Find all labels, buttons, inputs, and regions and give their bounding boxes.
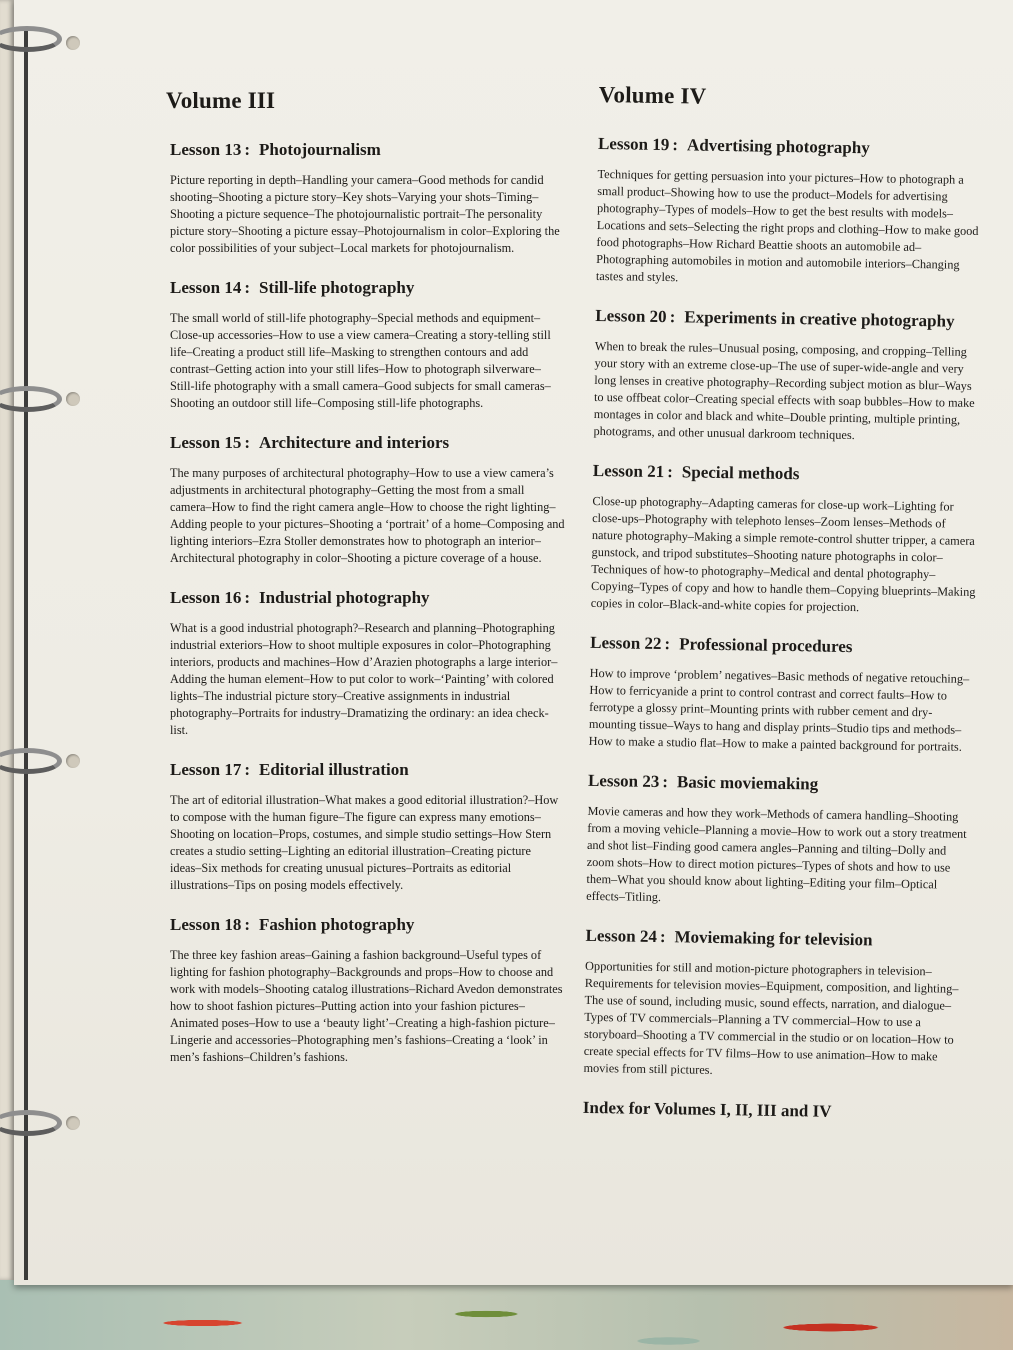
lesson-description: The three key fashion areas–Gaining a fashion background–Useful types of lighting for fashion photography–Backgrounds and props–How to choose and work with models–Shooting catalog illustrations–Richard Avedon demonstrates how to shoot fashion pictures–Putting action into your fashion pictures–Animated poses–How to use a ‘beauty light’–Creating a high-fashion picture–Lingerie and accessories–Photographing men’s fashions–Creating a ‘look’ in men’s fashions–Children’s fashions. <box>170 948 563 1064</box>
volume-title: Volume III <box>166 88 276 113</box>
lesson-description: Picture reporting in depth–Handling your camera–Good methods for candid shooting–Shooting a picture story–Key shots–Varying your shots–Timing–Shooting a picture sequence–The photojournalistic portrait–The personality picture story–Shooting a picture essay–Photojournalism in color–Exploring the color possibilities of your subject–Local markets for photojournalism. <box>170 173 560 255</box>
book-page <box>14 0 1013 1285</box>
punch-hole <box>66 1116 80 1130</box>
binder-spine-line <box>24 30 28 1280</box>
lesson-description: Techniques for getting persuasion into your pictures–How to photograph a small product–Showing how to use the product–Models for advertising photography–Types of models–How to get the best results with models–Locations and sets–Selecting the right props and clothing–How to make good food photographs–How Richard Beattie shoots an automobile ad–Photographing automobiles in motion and automobile interiors–Changing tastes and styles. <box>595 166 979 285</box>
lesson-description: When to break the rules–Unusual posing, composing, and cropping–Telling your story with an extreme close-up–The use of super-wide-angle and very long lenses in creative photography–Recording subject motion as blur–Ways to use offbeat color–Creating special effects with soap bubbles–How to make montages in color and black and white–Double printing, multiple printing, photograms, and other unusual darkroom techniques. <box>593 338 975 443</box>
lesson-heading: Lesson 23 : Basic moviemaking <box>587 770 819 794</box>
lesson-title: Advertising photography <box>686 135 870 158</box>
lesson-15 <box>170 433 565 567</box>
lesson-heading: Lesson 16 : Industrial photography <box>170 588 430 607</box>
lesson-number: Lesson 18 <box>170 915 242 934</box>
lesson-description: The many purposes of architectural photography–How to use a view camera’s adjustments in architectural photography–Getting the most from a small camera–How to find the right camera angle–How to choose the right lighting–Adding people to your pictures–Shooting a ‘portrait’ of a home–Composing and lighting interiors–Ezra Stoller demonstrates how to photograph an interior–Architectural photography in color–Shooting a picture coverage of a house. <box>170 466 565 565</box>
lesson-24 <box>583 926 970 1083</box>
lesson-description: What is a good industrial photograph?–Research and planning–Photographing industrial exteriors–How to shoot multiple exposures in color–Photographing interiors, products and machines–How d’Arazien photographs a large interior–Adding the human element–How to put color to work–‘Painting’ with colored lights–The industrial picture story–Creative assignments in industrial photography–Portraits for industry–Dramatizing the ordinary: an idea check-list. <box>170 621 558 737</box>
lesson-16 <box>170 588 565 739</box>
lesson-number: Lesson 23 <box>587 770 660 792</box>
lesson-13 <box>170 140 565 257</box>
lesson-description: The small world of still-life photography–Special methods and equipment–Close-up accessories–How to use a view camera–Creating a story-telling still life–Creating a product still life–Masking to strengthen contours and add contrast–Getting action into your still lifes–How to photograph silverware–Still-life photography with a small camera–Good subjects for small cameras–Shooting an outdoor still life–Composing still-life photographs. <box>170 311 551 410</box>
lesson-heading: Lesson 24 : Moviemaking for television <box>585 925 873 950</box>
lesson-heading: Lesson 14 : Still-life photography <box>170 278 415 297</box>
lesson-21 <box>591 461 978 618</box>
lesson-description: How to improve ‘problem’ negatives–Basic methods of negative retouching–How to ferricyanide a print to control contrast and correct faults–How to ferrotype a glossy print–Mounting prints with rubber cement and dry-mounting tissue–Ways to hang and display prints–Studio tips and methods–How to make a studio flat–How to make a painted background for portraits. <box>588 665 970 754</box>
lesson-14 <box>170 278 565 412</box>
back-page-edge <box>0 0 14 1280</box>
punch-hole <box>66 36 80 50</box>
lesson-17 <box>170 760 565 894</box>
lesson-number: Lesson 24 <box>585 925 658 947</box>
lesson-title: Moviemaking for television <box>674 927 873 950</box>
lesson-title: Special methods <box>681 462 800 484</box>
lesson-22 <box>589 633 976 756</box>
lesson-heading: Lesson 15 : Architecture and interiors <box>170 433 450 452</box>
index-heading: Index for Volumes I, II, III and IV <box>582 1097 832 1121</box>
lesson-title: Architecture and interiors <box>259 433 450 452</box>
lesson-heading: Lesson 22 : Professional procedures <box>590 632 853 657</box>
lesson-heading: Lesson 20 : Experiments in creative photography <box>595 305 955 331</box>
volume-iii-column <box>166 88 565 1087</box>
lesson-title: Basic moviemaking <box>676 772 819 794</box>
volume-iv-column <box>583 82 984 1124</box>
lesson-title: Fashion photography <box>259 915 415 934</box>
volume-title: Volume IV <box>598 82 707 109</box>
lesson-number: Lesson 13 <box>170 140 242 159</box>
lesson-title: Editorial illustration <box>259 760 409 779</box>
lesson-description: Movie cameras and how they work–Methods of camera handling–Shooting from a moving vehicle–Planning a movie–How to work out a story treatment and shot list–Finding good camera angles–Panning and tilting–Dolly and zoom shots–How to direct motion pictures–Types of shots and how to use them–What you should know about lighting–Editing your film–Optical effects–Titling. <box>586 803 967 905</box>
lesson-description: Close-up photography–Adapting cameras for close-up work–Lighting for close-ups–Photography with telephoto lenses–Zoom lenses–Methods of nature photography–Making a simple remote-control shutter tripper, a camera gunstock, and tripod substitutes–Shooting nature photographs in color–Techniques of how-to photography–Medical and dental photography–Copying–Types of copy and how to handle them–Copying blueprints–Making copies in color–Black-and-white copies for projection. <box>590 493 976 615</box>
lesson-number: Lesson 21 <box>592 460 665 482</box>
lesson-title: Professional procedures <box>679 634 853 657</box>
lesson-title: Industrial photography <box>259 588 430 607</box>
lesson-description: Opportunities for still and motion-picture photographers in television–Requirements for television movies–Equipment, composition, and lighting–The use of sound, including music, sound effects, narration, and dialogue–Types of TV commercials–Planning a TV commercial–How to use a storyboard–Shooting a TV commercial in the studio or on location–How to create special effects for TV films–How to use animation–How to make movies from still pictures. <box>583 958 959 1077</box>
lesson-title: Still-life photography <box>259 278 415 297</box>
lesson-number: Lesson 16 <box>170 588 242 607</box>
punch-hole <box>66 392 80 406</box>
lesson-number: Lesson 22 <box>590 632 662 654</box>
lesson-number: Lesson 20 <box>595 305 667 327</box>
lesson-20 <box>593 306 980 446</box>
lesson-heading: Lesson 13 : Photojournalism <box>170 140 381 159</box>
lesson-heading: Lesson 17 : Editorial illustration <box>170 760 409 779</box>
lesson-title: Photojournalism <box>259 140 381 159</box>
lesson-heading: Lesson 18 : Fashion photography <box>170 915 415 934</box>
lesson-19 <box>596 134 983 291</box>
lesson-18 <box>170 915 565 1066</box>
lesson-23 <box>586 771 973 911</box>
punch-hole <box>66 754 80 768</box>
lesson-number: Lesson 17 <box>170 760 242 779</box>
lesson-number: Lesson 19 <box>597 133 670 155</box>
lesson-number: Lesson 14 <box>170 278 242 297</box>
lesson-title: Experiments in creative photography <box>684 307 955 331</box>
lesson-number: Lesson 15 <box>170 433 242 452</box>
lesson-description: The art of editorial illustration–What makes a good editorial illustration?–How to compose with the human figure–The figure can express many emotions–Shooting on location–Props, costumes, and simple studio settings–How Stern creates a studio setting–Lighting an editorial illustration–Creating picture ideas–Six methods for creating unusual pictures–Portraits as editorial illustrations–Tips on posing models effectively. <box>170 793 559 892</box>
lesson-heading: Lesson 19 : Advertising photography <box>597 133 870 158</box>
lesson-heading: Lesson 21 : Special methods <box>592 460 800 484</box>
